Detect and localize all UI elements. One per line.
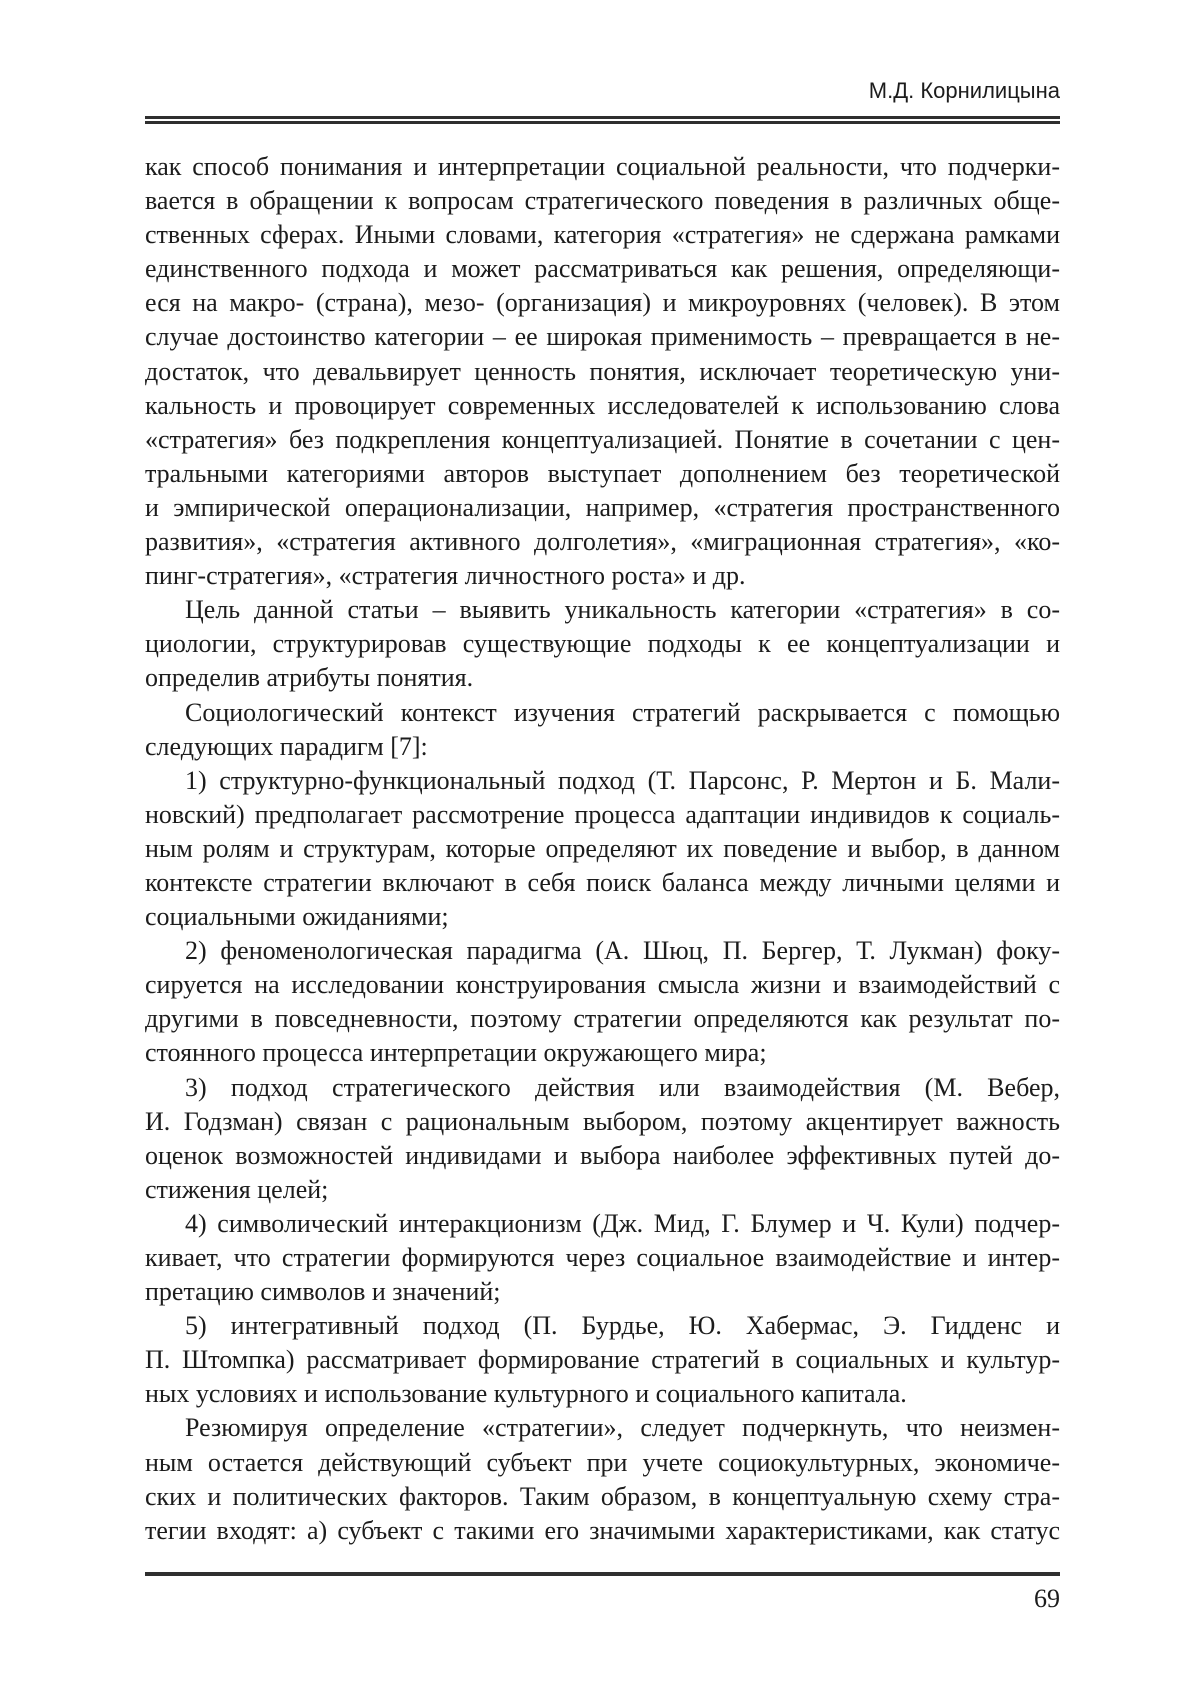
- author-name: М.Д. Корнилицына: [868, 78, 1060, 103]
- text-line: следующих парадигм [7]:: [145, 731, 428, 761]
- text-line: социальными ожиданиями;: [145, 902, 449, 932]
- text-line: Социологический контекст изучения стратегий раскрывается с помощью: [185, 697, 1060, 727]
- text-line: единственного подхода и может рассматриваться как решения, определяющи-: [145, 254, 1060, 284]
- text-line: 4) символический интеракционизм (Дж. Мид, Г. Блумер и Ч. Кули) подчер-: [185, 1208, 1060, 1238]
- content-column: [145, 78, 1060, 1614]
- text-line: ственных сферах. Иными словами, категория «стратегия» не сдержана рамками: [145, 220, 1060, 250]
- text-line: оценок возможностей индивидами и выбора наиболее эффективных путей до-: [145, 1140, 1060, 1170]
- paragraph: [145, 150, 1060, 593]
- text-line: определив атрибуты понятия.: [145, 663, 474, 693]
- text-line: достаток, что девальвирует ценность понятия, исключает теоретическую уни-: [145, 356, 1060, 386]
- text-line: новский) предполагает рассмотрение процесса адаптации индивидов к социаль-: [145, 799, 1060, 829]
- text-line: случае достоинство категории – ее широкая применимость – превращается в не-: [145, 322, 1060, 352]
- paragraph: [145, 1411, 1060, 1547]
- text-line: тральными категориями авторов выступает дополнением без теоретической: [145, 458, 1060, 488]
- text-line: И. Годзман) связан с рациональным выбором, поэтому акцентирует важность: [145, 1106, 1060, 1136]
- text-line: вается в обращении к вопросам стратегического поведения в различных обще-: [145, 186, 1060, 216]
- text-line: 1) структурно-функциональный подход (Т. Парсонс, Р. Мертон и Б. Мали-: [185, 765, 1060, 795]
- text-line: 2) феноменологическая парадигма (А. Шюц, П. Бергер, Т. Лукман) фоку-: [185, 936, 1060, 966]
- text-line: Цель данной статьи – выявить уникальность категории «стратегия» в со-: [185, 595, 1060, 625]
- paragraph: [145, 1071, 1060, 1207]
- text-line: сируется на исследовании конструирования смысла жизни и взаимодействий с: [145, 970, 1060, 1000]
- text-line: контексте стратегии включают в себя поиск баланса между личными целями и: [145, 867, 1060, 897]
- text-line: и эмпирической операционализации, например, «стратегия пространственного: [145, 492, 1060, 522]
- paragraph: [145, 1309, 1060, 1411]
- text-line: как способ понимания и интерпретации социальной реальности, что подчерки-: [145, 152, 1060, 181]
- text-line: развития», «стратегия активного долголетия», «миграционная стратегия», «ко-: [145, 527, 1060, 557]
- text-line: еся на макро- (страна), мезо- (организация) и микроуровнях (человек). В этом: [145, 288, 1060, 318]
- body-text: [145, 150, 1060, 1548]
- paragraph: [145, 1207, 1060, 1309]
- text-line: ских и политических факторов. Таким образом, в концептуальную схему стра-: [145, 1481, 1060, 1511]
- text-line: претацию символов и значений;: [145, 1277, 501, 1307]
- text-line: стижения целей;: [145, 1174, 329, 1204]
- paragraph: [145, 934, 1060, 1070]
- text-line: ным остается действующий субъект при учете социокультурных, экономиче-: [145, 1447, 1060, 1477]
- page-number: 69: [1034, 1583, 1060, 1613]
- paragraph: [145, 696, 1060, 764]
- text-line: пинг-стратегия», «стратегия личностного роста» и др.: [145, 561, 746, 591]
- text-line: стоянного процесса интерпретации окружающего мира;: [145, 1038, 767, 1068]
- text-line: Резюмируя определение «стратегии», следует подчеркнуть, что неизмен-: [185, 1413, 1060, 1443]
- text-line: ным ролям и структурам, которые определяют их поведение и выбор, в данном: [145, 833, 1060, 863]
- text-line: «стратегия» без подкрепления концептуализацией. Понятие в сочетании с цен-: [145, 424, 1060, 454]
- text-line: 5) интегративный подход (П. Бурдье, Ю. Хабермас, Э. Гидденс и: [185, 1311, 1060, 1341]
- page-header: [145, 78, 1060, 104]
- text-line: кивает, что стратегии формируются через социальное взаимодействие и интер-: [145, 1243, 1060, 1272]
- paragraph: [145, 764, 1060, 934]
- text-line: тегии входят: а) субъект с такими его значимыми характеристиками, как статус: [145, 1515, 1060, 1545]
- paragraph: [145, 593, 1060, 695]
- text-line: кальность и провоцирует современных исследователей к использованию слова: [145, 390, 1060, 420]
- text-line: циологии, структурировав существующие подходы к ее концептуализации и: [145, 629, 1060, 659]
- footer-rule: [145, 1572, 1060, 1576]
- header-rule: [145, 116, 1060, 124]
- text-line: другими в повседневности, поэтому стратегии определяются как результат по-: [145, 1004, 1060, 1034]
- text-line: П. Штомпка) рассматривает формирование стратегий в социальных и культур-: [145, 1345, 1060, 1375]
- text-line: 3) подход стратегического действия или взаимодействия (М. Вебер,: [185, 1072, 1060, 1102]
- text-line: ных условиях и использование культурного и социального капитала.: [145, 1379, 907, 1409]
